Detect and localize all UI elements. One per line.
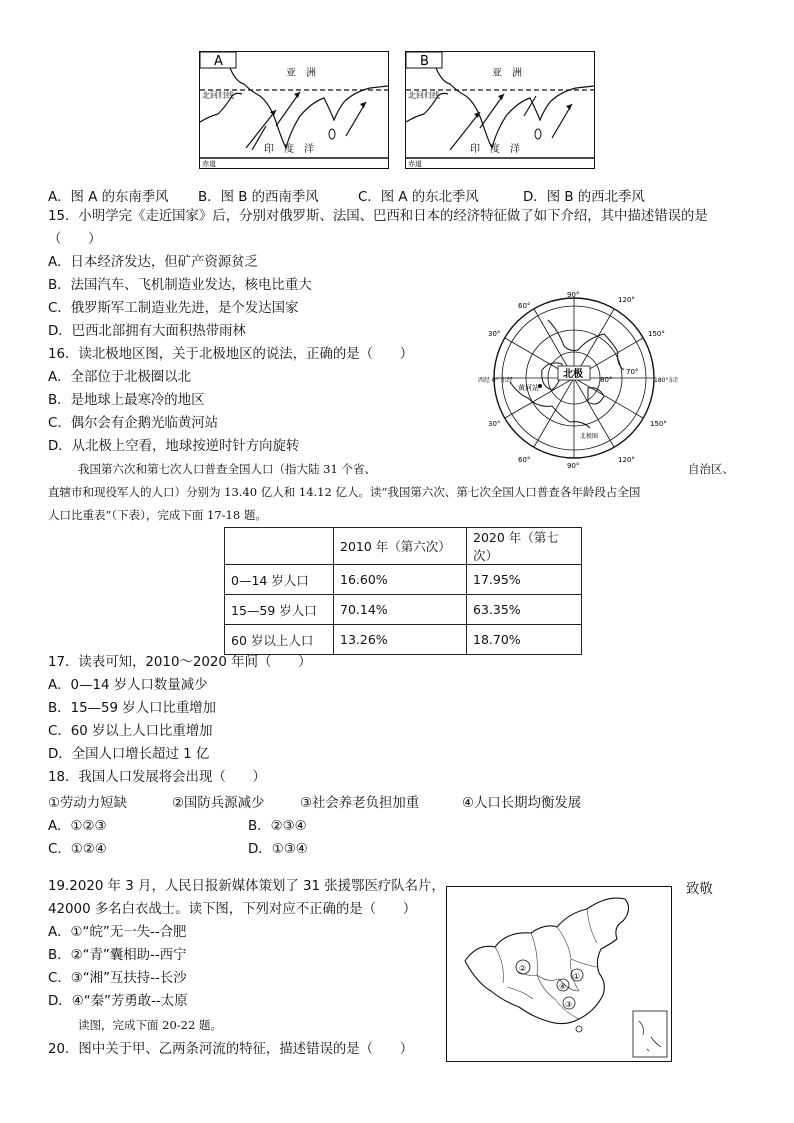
- map-b-equator-label: 赤道: [408, 160, 422, 168]
- arctic-circle-label: 北极圈: [580, 433, 599, 440]
- map-a-ocean-label: 印 度 洋: [264, 144, 314, 155]
- q19-option-d[interactable]: D．④“秦”芳勇敢--太原: [48, 994, 188, 1009]
- table-cell: 63.35%: [467, 595, 582, 625]
- arctic-lon-top-right: 120°: [618, 296, 635, 304]
- table-header-row: [225, 528, 582, 565]
- q18-item-4: ④人口长期均衡发展: [462, 796, 582, 811]
- q15-option-b[interactable]: B．法国汽车、飞机制造业发达，核电比重大: [48, 278, 312, 293]
- table-cell: 70.14%: [334, 595, 467, 625]
- q18-option-c[interactable]: C．①②④: [48, 842, 107, 857]
- census-intro-line2: 直辖市和现役军人的人口）分别为 13.40 亿人和 14.12 亿人。读“我国第六次、第七次全国人口普查各年龄段占全国: [48, 485, 641, 499]
- table-cell: 17.95%: [467, 565, 582, 595]
- monsoon-map-a: [199, 51, 389, 169]
- arctic-lon-bottom-left: 60°: [518, 456, 531, 464]
- map-a-asia-label: 亚 洲: [286, 68, 316, 79]
- q17-stem: 17．读表可知，2010～2020 年间（ ）: [48, 655, 312, 670]
- china-province-map: [446, 886, 672, 1062]
- q19-line2: 42000 多名白衣战士。读下图，下列对应不正确的是（ ）: [48, 902, 417, 917]
- table-row: [225, 595, 582, 625]
- table-row: [225, 565, 582, 595]
- q17-option-d[interactable]: D．全国人口增长超过 1 亿: [48, 747, 210, 762]
- arctic-lon-bottom: 90°: [567, 462, 580, 470]
- table-row: [225, 625, 582, 655]
- q19-line1-end: 致敬: [686, 882, 713, 897]
- china-map-mark-3: ③: [565, 1000, 573, 1009]
- arctic-lon-bottom-right: 120°: [618, 456, 635, 464]
- q15-option-a[interactable]: A．日本经济发达，但矿产资源贫乏: [48, 255, 259, 270]
- map-a-label: A: [214, 54, 223, 69]
- q16-option-a[interactable]: A．全部位于北极圈以北: [48, 370, 192, 385]
- table-header-cell: 2010 年（第六次）: [334, 528, 467, 565]
- q15-answer-paren: （ ）: [48, 232, 102, 247]
- q18-item-2: ②国防兵源减少: [172, 796, 265, 811]
- map-a-tropic-label: 北回归线: [202, 91, 234, 100]
- monsoon-map-a-graphic: [200, 52, 388, 168]
- q16-option-b[interactable]: B．是地球上最寒冷的地区: [48, 393, 205, 408]
- q14-option-d[interactable]: D．图 B 的西北季风: [523, 190, 645, 205]
- monsoon-map-b-graphic: [406, 52, 594, 168]
- q14-option-b[interactable]: B．图 B 的西南季风: [198, 190, 319, 205]
- arctic-lon-left-lower: 30°: [488, 420, 501, 428]
- arctic-lon-top-left: 60°: [518, 302, 531, 310]
- q19-option-b[interactable]: B．②“青”囊相助--西宁: [48, 948, 187, 963]
- table-header-cell: [225, 528, 334, 565]
- china-map-mark-4: ④: [559, 982, 567, 991]
- q19-option-a[interactable]: A．①“皖”无一失--合肥: [48, 925, 187, 940]
- q15-option-d[interactable]: D．巴西北部拥有大面积热带雨林: [48, 324, 246, 339]
- arctic-lon-right: 180°东经: [654, 377, 678, 384]
- q16-option-c[interactable]: C．偶尔会有企鹅光临黄河站: [48, 416, 219, 431]
- arctic-ring70-label: 70°: [626, 368, 639, 376]
- q19-line1: 19.2020 年 3 月，人民日报新媒体策划了 31 张援鄂医疗队名片，: [48, 879, 445, 894]
- q17-option-b[interactable]: B．15—59 岁人口比重增加: [48, 701, 217, 716]
- census-intro-line1: 我国第六次和第七次人口普查全国人口（指大陆 31 个省、: [78, 462, 376, 476]
- q18-item-1: ①劳动力短缺: [48, 796, 127, 811]
- arctic-ring80-label: 80°: [600, 376, 613, 384]
- china-map-mark-1: ①: [573, 972, 581, 981]
- map-b-asia-label: 亚 洲: [492, 68, 522, 79]
- table-cell: 15—59 岁人口: [225, 595, 334, 625]
- table-cell: 16.60%: [334, 565, 467, 595]
- census-intro-line1-end: 自治区、: [688, 462, 734, 476]
- q19-option-c[interactable]: C．③“湘”互扶持--长沙: [48, 971, 187, 986]
- census-table: [224, 527, 582, 655]
- table-cell: 18.70%: [467, 625, 582, 655]
- q18-option-b[interactable]: B．②③④: [248, 819, 307, 834]
- intro-20-22: 读图，完成下面 20-22 题。: [78, 1018, 222, 1032]
- china-map-graphic: [447, 887, 671, 1061]
- q18-item-3: ③社会养老负担加重: [300, 796, 420, 811]
- map-b-ocean-label: 印 度 洋: [470, 144, 520, 155]
- arctic-lon-left: 西经 0° 东经: [478, 377, 513, 384]
- map-b-tropic-label: 北回归线: [408, 91, 440, 100]
- q18-option-a[interactable]: A．①②③: [48, 819, 107, 834]
- q18-option-d[interactable]: D．①③④: [248, 842, 308, 857]
- q15-option-c[interactable]: C．俄罗斯军工制造业先进，是个发达国家: [48, 301, 299, 316]
- arctic-lon-left-upper: 30°: [488, 330, 501, 338]
- map-b-label: B: [420, 54, 429, 69]
- arctic-map-graphic: [478, 290, 678, 470]
- arctic-lon-top: 90°: [567, 291, 580, 299]
- q16-option-d[interactable]: D．从北极上空看，地球按逆时针方向旋转: [48, 439, 300, 454]
- map-a-equator-label: 赤道: [202, 160, 216, 168]
- q15-stem: 15．小明学完《走近国家》后，分别对俄罗斯、法国、巴西和日本的经济特征做了如下介绍，其中描述错误的是: [48, 209, 708, 224]
- q17-option-c[interactable]: C．60 岁以上人口比重增加: [48, 724, 213, 739]
- q14-option-a[interactable]: A．图 A 的东南季风: [48, 190, 169, 205]
- q18-stem: 18．我国人口发展将会出现（ ）: [48, 770, 266, 785]
- q17-option-a[interactable]: A．0—14 岁人口数量减少: [48, 678, 208, 693]
- arctic-map: [478, 290, 678, 470]
- arctic-lon-right-upper: 150°: [648, 330, 665, 338]
- table-cell: 60 岁以上人口: [225, 625, 334, 655]
- arctic-pole-label: 北极: [563, 369, 583, 380]
- census-intro-line3: 人口比重表”（下表），完成下面 17-18 题。: [48, 508, 267, 522]
- table-header-cell: 2020 年（第七次）: [467, 528, 582, 565]
- q20-stem: 20．图中关于甲、乙两条河流的特征，描述错误的是（ ）: [48, 1042, 414, 1057]
- china-map-mark-2: ②: [519, 964, 527, 973]
- table-cell: 13.26%: [334, 625, 467, 655]
- monsoon-map-b: [405, 51, 595, 169]
- q16-stem: 16．读北极地区图，关于北极地区的说法，正确的是（ ）: [48, 347, 414, 362]
- q14-option-c[interactable]: C．图 A 的东北季风: [358, 190, 479, 205]
- arctic-lon-right-lower: 150°: [650, 420, 667, 428]
- arctic-station-label: 黄河站: [518, 384, 539, 392]
- table-cell: 0—14 岁人口: [225, 565, 334, 595]
